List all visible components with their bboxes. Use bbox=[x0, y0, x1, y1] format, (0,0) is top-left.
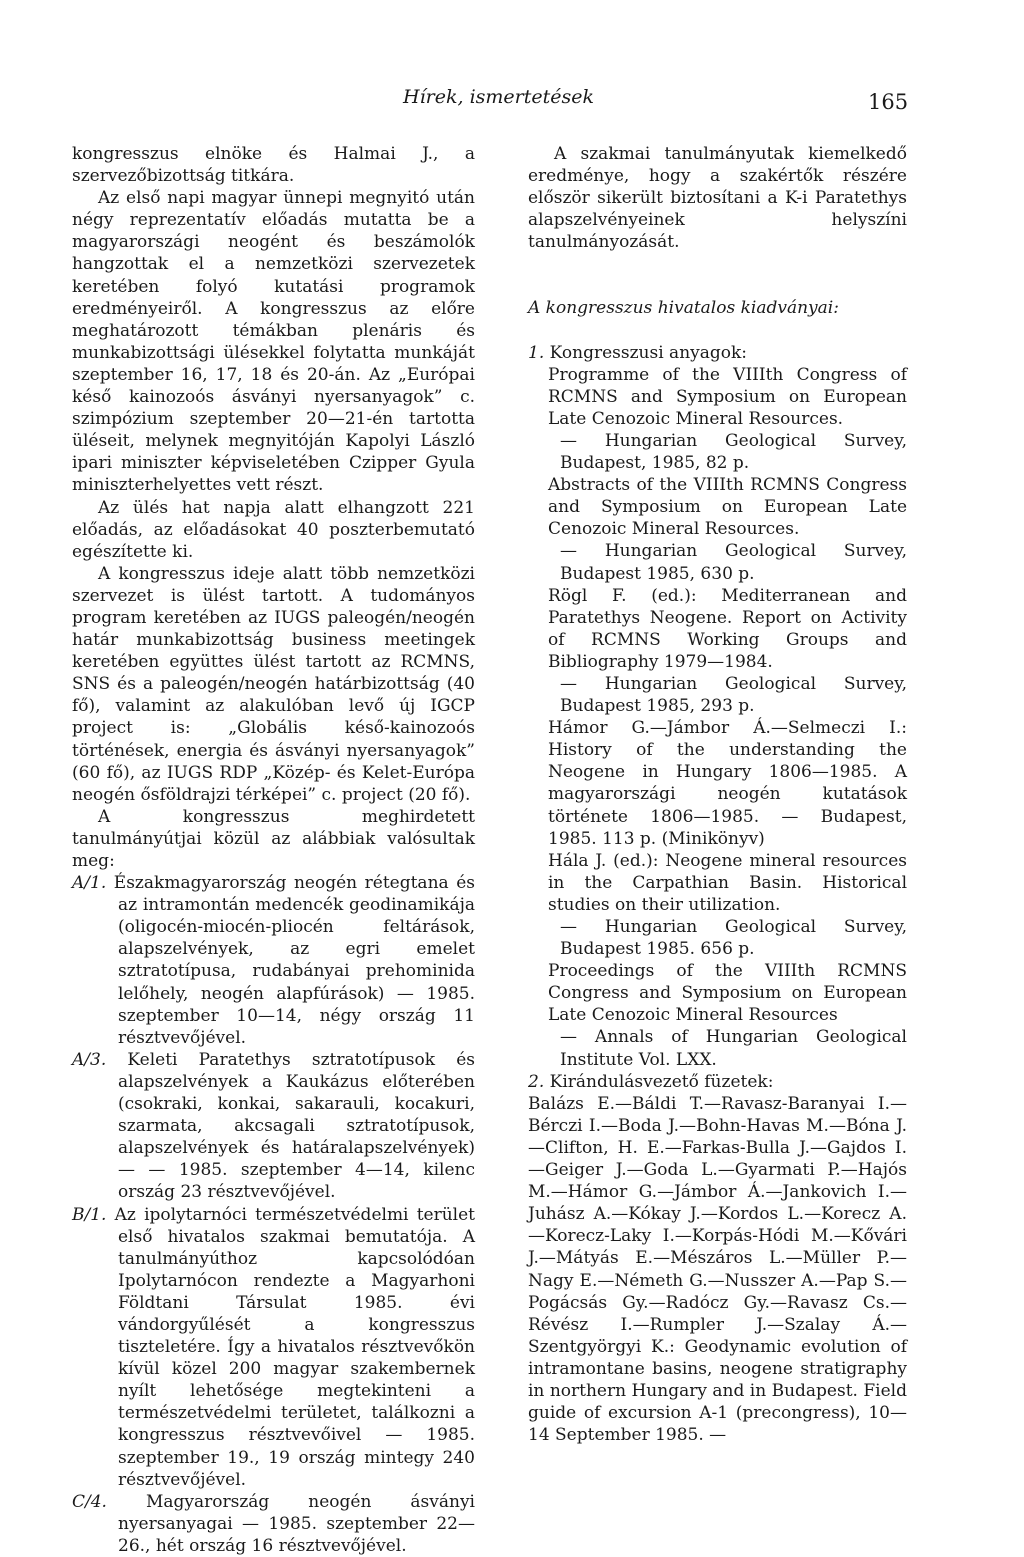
paragraph: Az ülés hat napja alatt elhangzott 221 előadás, az előadásokat 40 poszterbemutató egészítette ki. bbox=[72, 497, 475, 562]
running-header: Hírek, ismertetések bbox=[403, 86, 595, 108]
reference-entry: Hála J. (ed.): Neogene mineral resources in the Carpathian Basin. Historical studies on their utilization. bbox=[548, 850, 907, 915]
reference-publisher: — Hungarian Geological Survey, Budapest 1985, 293 p. bbox=[560, 673, 907, 717]
item-number: 1. bbox=[528, 342, 545, 363]
paragraph: Az első napi magyar ünnepi megnyitó után négy reprezentatív előadás mutatta be a magyarországi neogént és beszámolók hangzottak el a nemzetközi szervezetek keretében folyó kutatási programok eredményeiről. A kongresszus az előre meghatározott témákban plenáris és munkabizottsági ülésekkel folytatta munkáját szeptember 16, 17, 18 és 20-án. Az „Európai késő kainozoós ásványi nyersanyagok” c. szimpózium szeptember 20—21-én tartotta üléseit, melynek megnyitóján Kapolyi László ipari miniszter képviseletében Czipper Gyula miniszterhelyettes vett részt. bbox=[72, 188, 475, 496]
excursion-label: A/1. bbox=[72, 873, 107, 894]
reference-entry: Proceedings of the VIIIth RCMNS Congress and Symposium on European Late Cenozoic Mineral Resources bbox=[548, 961, 907, 1026]
excursion-item bbox=[72, 872, 475, 1049]
excursion-label: B/1. bbox=[72, 1204, 107, 1225]
excursion-item bbox=[72, 1491, 475, 1557]
paragraph: kongresszus elnöke és Halmai J., a szervezőbizottság titkára. bbox=[72, 144, 475, 187]
reference-publisher: — Hungarian Geological Survey, Budapest 1985, 630 p. bbox=[560, 541, 907, 584]
reference-publisher: — Hungarian Geological Survey, Budapest 1985. 656 p. bbox=[560, 917, 907, 960]
section-heading: A kongresszus hivatalos kiadványai: bbox=[528, 298, 839, 319]
author-list-entry: Balázs E.—Báldi T.—Ravasz-Baranyai I.—Bérczi I.—Boda J.—Bohn-Havas M.—Bóna J.—Clifton, H. E.—Farkas-Bulla J.—Gajdos I.—Geiger J.—Goda L.—Gyarmati P.—Hajós M.—Hámor G.—Jámbor Á.—Jankovich I.—Juhász A.—Kókay J.—Kordos L.—Korecz A.—Korecz-Laky I.—Korpás-Hódi M.—Kővári J.—Mátyás E.—Mészáros L.—Müller P.—Nagy E.—Németh G.—Nusszer A.—Pap S.—Pogácsás Gy.—Radócz Gy.—Ravasz Cs.—Révész I.—Rumpler J.—Szalay Á.—Szentgyörgyi K.: Geodynamic evolution of intramontane basins, neogene stratigraphy in northern Hungary and in Budapest. Field guide of excursion A-1 (precongress), 10—14 September 1985. — bbox=[528, 1093, 907, 1446]
excursion-text: Magyarország neogén ásványi nyersanyagai — 1985. szeptember 22—26., hét ország 16 résztvevőjével. bbox=[118, 1491, 475, 1556]
excursion-item bbox=[72, 1204, 475, 1491]
reference-publisher: — Hungarian Geological Survey, Budapest, 1985, 82 p. bbox=[560, 430, 907, 474]
item-number: 2. bbox=[528, 1071, 545, 1092]
right-column bbox=[528, 143, 907, 1446]
reference-publisher: — Annals of Hungarian Geological Institute Vol. LXX. bbox=[560, 1027, 907, 1070]
reference-entry: Programme of the VIIIth Congress of RCMNS and Symposium on European Late Cenozoic Mineral Resources. bbox=[548, 364, 907, 429]
paragraph: A kongresszus meghirdetett tanulmányútjai közül az alábbiak valósultak meg: bbox=[72, 806, 475, 871]
paragraph: A kongresszus ideje alatt több nemzetközi szervezet is ülést tartott. A tudományos program keretében az IUGS paleogén/neogén határ munkabizottság business meetingek keretében együttes ülést tartott az RCMNS, SNS és a paleogén/neogén határbizottság (40 fő), valamint az alakulóban levő új IGCP project is: „Globális késő-kainozoós történések, energia és ásványi nyersanyagok” (60 fő), az IUGS RDP „Közép- és Kelet-Európa neogén ősföldrajzi térképei” c. project (20 fő). bbox=[72, 563, 475, 805]
reference-entry: Hámor G.—Jámbor Á.—Selmeczi I.: History of the understanding the Neogene in Hungary 1806—1985. A magyarországi neogén kutatások története 1806—1985. — Budapest, 1985. 113 p. (Minikönyv) bbox=[548, 718, 907, 849]
excursion-text: Északmagyarország neogén rétegtana és az intramontán medencék geodinamikája (oligocén-miocén-pliocén feltárások, alapszelvények, az egri emelet sztratotípusa, rudabányai prehominida lelőhely, neogén alapfúrások) — 1985. szeptember 10—14, négy ország 11 résztvevőjével. bbox=[113, 873, 475, 1048]
excursion-item bbox=[72, 1049, 475, 1204]
excursion-label: C/4. bbox=[72, 1491, 107, 1512]
excursion-label: A/3. bbox=[72, 1049, 107, 1070]
excursion-text: Keleti Paratethys sztratotípusok és alapszelvények a Kaukázus előterében (csokraki, konkai, sakarauli, kocakuri, szarmata, akcsagali sztratotípusok, alapszelvények és határalapszelvények) — — 1985. szeptember 4—14, kilenc ország 23 résztvevőjével. bbox=[118, 1049, 476, 1203]
paragraph: A szakmai tanulmányutak kiemelkedő eredménye, hogy a szakértők részére először sikerült biztosítani a K-i Paratethys alapszelvényeinek helyszíni tanulmányozását. bbox=[528, 144, 907, 253]
excursion-text: Az ipolytarnóci természetvédelmi terület első hivatalos szakmai bemutatója. A tanulmányúthoz kapcsolódóan Ipolytarnócon rendezte a Magyarhoni Földtani Társulat 1985. évi vándorgyűlését a kongresszus tiszteletére. Így a hivatalos résztvevőkön kívül közel 200 magyar szakembernek nyílt lehetősége megtekinteni a természetvédelmi területet, találkozni a kongresszus résztvevőivel — 1985. szeptember 19., 19 ország mintegy 240 résztvevőjével. bbox=[114, 1204, 475, 1490]
item-text: Kongresszusi anyagok: bbox=[549, 342, 748, 363]
reference-entry: Rögl F. (ed.): Mediterranean and Paratethys Neogene. Report on Activity of RCMNS Working Groups and Bibliography 1979—1984. bbox=[548, 585, 907, 672]
reference-entry: Abstracts of the VIIIth RCMNS Congress and Symposium on European Late Cenozoic Mineral Resources. bbox=[548, 475, 907, 540]
numbered-item bbox=[528, 1071, 907, 1093]
item-text: Kirándulásvezető füzetek: bbox=[549, 1071, 774, 1092]
numbered-item bbox=[528, 342, 907, 364]
left-column bbox=[72, 143, 475, 1557]
page-number: 165 bbox=[868, 90, 909, 114]
